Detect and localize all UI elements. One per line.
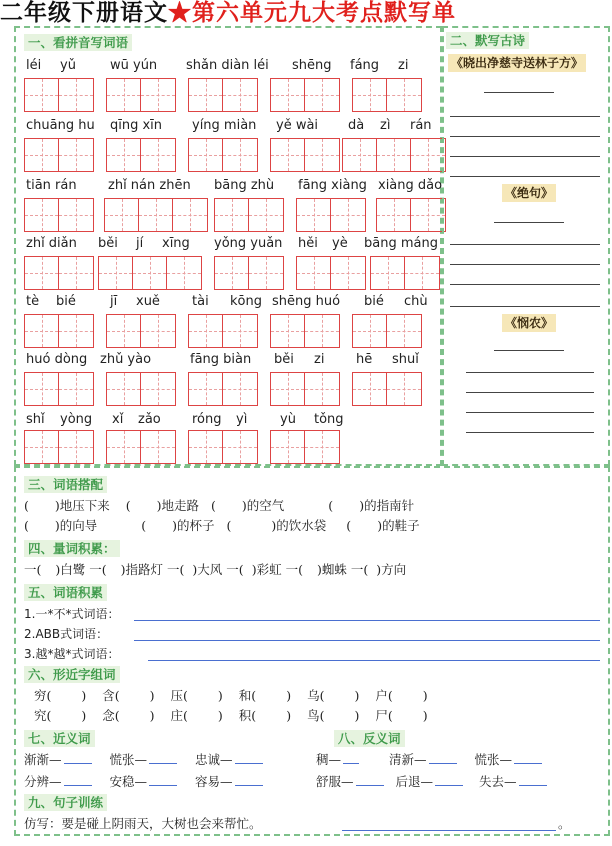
answer-line[interactable]	[450, 244, 600, 245]
measure-prefix: 一(	[24, 562, 42, 577]
pinyin-text: zhǐ nán zhēn	[108, 178, 191, 193]
similar-char-row-2	[34, 708, 428, 724]
measure-noun: )指路灯	[120, 562, 164, 577]
pinyin-text: yǒng yuǎn	[214, 236, 283, 251]
antonym-prompt: 清新—	[389, 752, 427, 767]
pinyin-text: zhǔ yào	[100, 352, 152, 367]
writing-box[interactable]	[370, 256, 440, 290]
answer-line[interactable]	[494, 222, 564, 223]
writing-box[interactable]	[352, 314, 422, 348]
section5-title: 五、词语积累	[24, 584, 107, 601]
measure-prefix: 一(	[89, 562, 107, 577]
writing-box[interactable]	[270, 372, 340, 406]
pinyin-text: yě wài	[276, 118, 319, 133]
writing-box[interactable]	[24, 314, 94, 348]
bracket: (	[346, 518, 352, 533]
answer-blank[interactable]	[435, 774, 463, 786]
writing-box[interactable]	[188, 430, 258, 464]
answer-line[interactable]	[466, 392, 594, 393]
pinyin-text: yíng miàn	[192, 118, 257, 133]
pinyin-text: yè	[332, 236, 348, 251]
writing-box[interactable]	[214, 198, 284, 232]
poem-title-1: 《晓出净慈寺送林子方》	[448, 54, 586, 72]
pinyin-text: jí	[136, 236, 144, 251]
writing-box[interactable]	[24, 138, 94, 172]
bracket: (	[226, 518, 232, 533]
answer-line[interactable]	[466, 432, 594, 433]
answer-line[interactable]	[484, 92, 554, 93]
pinyin-text: tiān rán	[26, 178, 77, 193]
pinyin-text: xǐ	[112, 412, 124, 427]
section8-title: 八、反义词	[334, 730, 405, 747]
writing-box[interactable]	[24, 256, 94, 290]
answer-line[interactable]	[148, 660, 600, 661]
section3-title: 三、词语搭配	[24, 476, 107, 493]
pinyin-text: wū yún	[110, 58, 158, 73]
measure-word-row	[24, 562, 406, 578]
writing-box[interactable]	[188, 78, 258, 112]
bracket: )	[422, 708, 428, 723]
writing-box[interactable]	[342, 138, 446, 172]
writing-box[interactable]	[106, 430, 176, 464]
pinyin-text: qīng xīn	[110, 118, 163, 133]
answer-line[interactable]	[450, 136, 600, 137]
answer-line[interactable]	[494, 350, 564, 351]
writing-box[interactable]	[188, 314, 258, 348]
answer-line[interactable]	[466, 372, 594, 373]
bracket: )	[217, 688, 223, 703]
pinyin-section	[14, 26, 442, 466]
poem-title-3: 《悯农》	[502, 314, 556, 332]
bracket: )	[354, 708, 360, 723]
writing-box[interactable]	[24, 198, 94, 232]
pinyin-text: rán	[410, 118, 432, 133]
pinyin-text: hē	[356, 352, 373, 367]
char-prompt: 含(	[102, 688, 120, 703]
answer-blank[interactable]	[519, 774, 547, 786]
bracket: )	[81, 708, 87, 723]
bracket: )	[149, 688, 155, 703]
similar-char-row-1	[34, 688, 428, 704]
synonym-prompt: 安稳—	[109, 774, 148, 789]
collocation-text: )地压下来	[54, 498, 110, 513]
section1-title: 一、看拼音写词语	[24, 34, 132, 51]
title-suffix: 第六单元九大考点默写单	[192, 0, 456, 24]
char-prompt: 庄(	[170, 708, 188, 723]
bracket: (	[328, 498, 334, 513]
writing-box[interactable]	[270, 78, 340, 112]
answer-blank[interactable]	[149, 774, 177, 786]
pinyin-text: kōng	[230, 294, 262, 309]
bracket: )	[81, 688, 87, 703]
section7-title: 七、近义词	[24, 730, 95, 747]
char-prompt: 鸟(	[307, 708, 325, 723]
synonym-prompt: 忠诚—	[195, 752, 233, 767]
bracket: )	[217, 708, 223, 723]
synonym-prompt: 渐渐—	[24, 752, 62, 767]
antonym-prompt: 舒服—	[316, 774, 354, 789]
collocation-text: )的饮水袋	[271, 518, 327, 533]
pinyin-text: tài	[192, 294, 209, 309]
writing-box[interactable]	[106, 78, 176, 112]
pinyin-text: bāng zhù	[214, 178, 275, 193]
synonym-prompt: 慌张—	[109, 752, 148, 767]
pinyin-text: běi	[98, 236, 118, 251]
pinyin-text: zi	[314, 352, 325, 367]
writing-box[interactable]	[106, 138, 176, 172]
measure-prefix: 一(	[167, 562, 185, 577]
pinyin-text: bié	[364, 294, 384, 309]
collocation-row-1	[24, 498, 414, 514]
poem-section	[442, 26, 610, 466]
measure-noun: )彩虹	[251, 562, 282, 577]
answer-line[interactable]	[466, 412, 594, 413]
answer-line[interactable]	[450, 176, 600, 177]
writing-box[interactable]	[188, 138, 258, 172]
answer-line[interactable]	[450, 156, 600, 157]
collocation-text: )的杯子	[172, 518, 215, 533]
pinyin-text: shuǐ	[392, 352, 419, 367]
measure-noun: )大风	[192, 562, 223, 577]
writing-box[interactable]	[296, 198, 366, 232]
measure-prefix: 一(	[285, 562, 303, 577]
pinyin-text: chù	[404, 294, 428, 309]
measure-prefix: 一(	[226, 562, 244, 577]
pinyin-text: yǔ	[60, 58, 76, 73]
bracket: )	[422, 688, 428, 703]
answer-line[interactable]	[450, 284, 600, 285]
writing-box[interactable]	[24, 78, 94, 112]
bracket: )	[354, 688, 360, 703]
pinyin-text: bié	[56, 294, 76, 309]
pinyin-text: fāng biàn	[190, 352, 252, 367]
pinyin-text: fáng	[350, 58, 380, 73]
pinyin-text: shǐ	[26, 412, 45, 427]
pinyin-text: tǒng	[314, 412, 344, 427]
bracket: (	[141, 518, 147, 533]
writing-box[interactable]	[106, 314, 176, 348]
section6-title: 六、形近字组词	[24, 666, 120, 683]
pinyin-text: zì	[380, 118, 391, 133]
pinyin-text: shēng huó	[272, 294, 341, 309]
writing-box[interactable]	[106, 372, 176, 406]
answer-blank[interactable]	[64, 752, 92, 764]
answer-line[interactable]	[134, 640, 600, 641]
sentence-answer-line[interactable]	[342, 830, 556, 831]
pinyin-text: shēng	[292, 58, 332, 73]
pinyin-text: huó dòng	[26, 352, 88, 367]
char-prompt: 乌(	[307, 688, 325, 703]
char-prompt: 尸(	[375, 708, 393, 723]
writing-box[interactable]	[270, 138, 340, 172]
word-accum-label-3: 3.越*越*式词语：	[24, 647, 120, 661]
synonym-row-1	[24, 752, 265, 768]
sentence-prompt: 仿写：要是碰上阴雨天，大树也会来帮忙。	[24, 816, 262, 831]
pinyin-text: jī	[110, 294, 118, 309]
pinyin-text: hěi	[298, 236, 318, 251]
answer-line[interactable]	[450, 306, 600, 307]
answer-line[interactable]	[450, 116, 600, 117]
antonym-prompt: 慌张—	[474, 752, 513, 767]
writing-box[interactable]	[188, 372, 258, 406]
sentence-end: 。	[558, 816, 571, 831]
char-prompt: 积(	[238, 708, 257, 723]
antonym-prompt: 失去—	[479, 774, 517, 789]
bracket: )	[286, 688, 292, 703]
bracket: (	[24, 518, 29, 533]
antonym-prompt: 稠—	[316, 752, 342, 767]
writing-box[interactable]	[376, 198, 446, 232]
writing-box[interactable]	[24, 372, 94, 406]
exercise-section	[14, 466, 610, 836]
measure-noun: )蜘蛛	[316, 562, 347, 577]
answer-blank[interactable]	[235, 752, 263, 764]
pinyin-text: zi	[398, 58, 409, 73]
page-title	[0, 0, 612, 24]
writing-box[interactable]	[98, 256, 202, 290]
answer-blank[interactable]	[514, 752, 542, 764]
pinyin-text: yòng	[60, 412, 93, 427]
pinyin-text: léi	[26, 58, 42, 73]
writing-box[interactable]	[270, 314, 340, 348]
char-prompt: 穷(	[34, 688, 52, 703]
pinyin-text: xīng	[162, 236, 190, 251]
char-prompt: 压(	[170, 688, 188, 703]
collocation-text: )的指南针	[359, 498, 415, 513]
section2-title: 二、默写古诗	[446, 32, 529, 49]
pinyin-text: xiàng dǎo	[378, 178, 443, 193]
answer-line[interactable]	[134, 620, 600, 621]
writing-box[interactable]	[296, 256, 366, 290]
answer-blank[interactable]	[356, 774, 384, 786]
collocation-row-2	[24, 518, 420, 534]
star-icon: ★	[168, 0, 192, 24]
pinyin-text: tè	[26, 294, 40, 309]
poem-title-2: 《绝句》	[502, 184, 556, 202]
word-accum-label-2: 2.ABB式词语：	[24, 627, 109, 641]
word-accum-label-1: 1.一*不*式词语：	[24, 607, 120, 621]
char-prompt: 究(	[34, 708, 52, 723]
pinyin-text: chuāng hu	[26, 118, 95, 133]
section4-title: 四、量词积累：	[24, 540, 120, 557]
pinyin-text: dà	[348, 118, 365, 133]
pinyin-text: róng	[192, 412, 222, 427]
synonym-prompt: 容易—	[195, 774, 233, 789]
measure-prefix: 一(	[350, 562, 369, 577]
pinyin-text: xuě	[136, 294, 160, 309]
bracket: (	[211, 498, 216, 513]
char-prompt: 念(	[102, 708, 120, 723]
char-prompt: 和(	[238, 688, 257, 703]
pinyin-text: shǎn diàn léi	[186, 58, 269, 73]
bracket: )	[149, 708, 155, 723]
collocation-text: )的向导	[54, 518, 98, 533]
pinyin-text: bāng máng	[364, 236, 438, 251]
bracket: (	[24, 498, 29, 513]
synonym-prompt: 分辨—	[24, 774, 62, 789]
writing-box[interactable]	[352, 78, 422, 112]
writing-box[interactable]	[24, 430, 94, 464]
answer-blank[interactable]	[149, 752, 177, 764]
pinyin-text: yì	[236, 412, 248, 427]
section9-title: 九、句子训练	[24, 794, 107, 811]
antonym-row-1	[316, 752, 544, 768]
collocation-text: )地走路	[156, 498, 200, 513]
measure-noun: )白鹭	[55, 562, 86, 577]
pinyin-text: fāng xiàng	[298, 178, 367, 193]
answer-blank[interactable]	[235, 774, 263, 786]
collocation-text: )的空气	[241, 498, 285, 513]
writing-box[interactable]	[352, 372, 422, 406]
writing-box[interactable]	[214, 256, 284, 290]
bracket: )	[286, 708, 292, 723]
antonym-prompt: 后退—	[395, 774, 434, 789]
answer-line[interactable]	[450, 264, 600, 265]
antonym-row-2	[316, 774, 549, 790]
bracket: (	[125, 498, 131, 513]
writing-box[interactable]	[270, 430, 340, 464]
answer-blank[interactable]	[64, 774, 92, 786]
title-prefix: 二年级下册语文	[0, 0, 168, 24]
char-prompt: 户(	[375, 688, 393, 703]
answer-blank[interactable]	[429, 752, 457, 764]
pinyin-text: yù	[280, 412, 296, 427]
synonym-row-2	[24, 774, 265, 790]
writing-box[interactable]	[104, 198, 208, 232]
measure-noun: )方向	[376, 562, 407, 577]
pinyin-text: zǎo	[138, 412, 161, 427]
collocation-text: )的鞋子	[377, 518, 420, 533]
pinyin-text: běi	[274, 352, 294, 367]
pinyin-text: zhǐ diǎn	[26, 236, 77, 251]
answer-blank[interactable]	[343, 752, 359, 764]
